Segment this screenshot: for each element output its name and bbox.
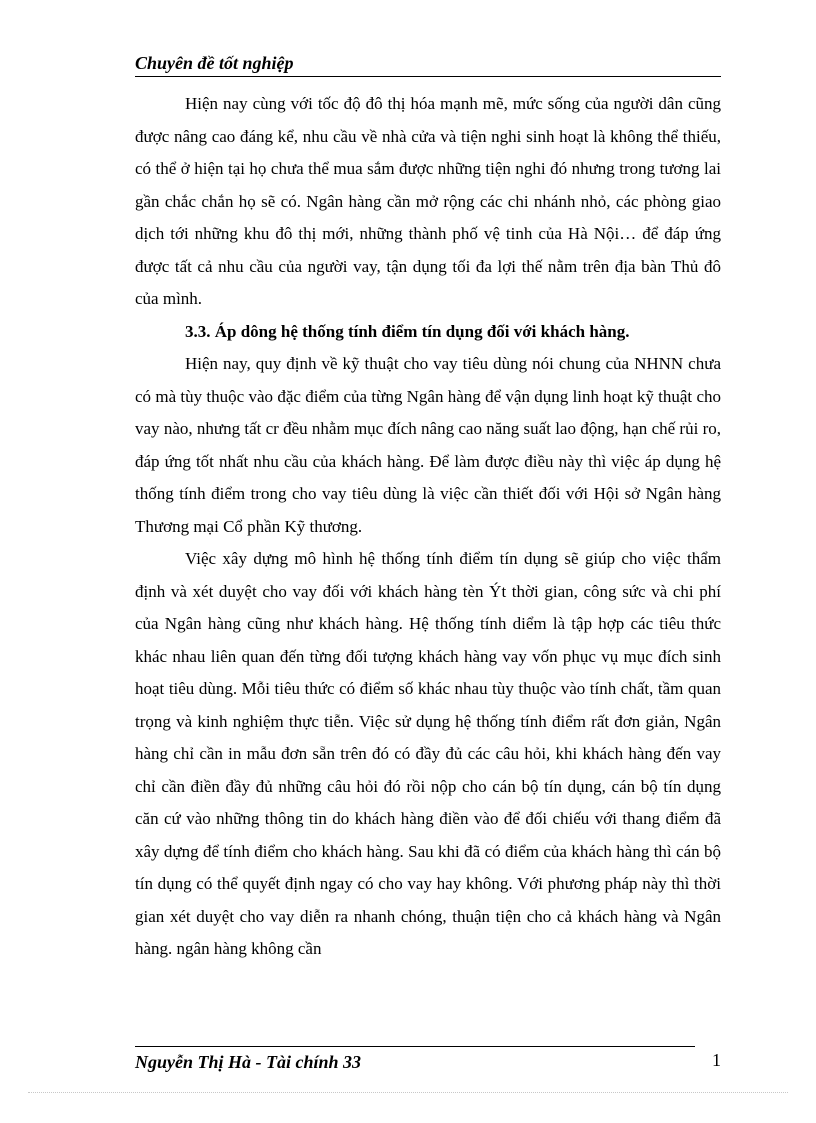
footer-author: Nguyễn Thị Hà - Tài chính 33 [135, 1052, 362, 1072]
page-number: 1 [712, 1050, 721, 1070]
document-body [135, 88, 721, 966]
paragraph-urbanization: Hiện nay cùng với tốc độ đô thị hóa mạnh mẽ, mức sống của người dân cũng được nâng cao đáng kể, nhu cầu về nhà cửa và tiện nghi sinh hoạt là không thể thiếu, có thể ở hiện tại họ chưa thể mua sắm được những tiện nghi đó nhưng trong tương lai gần chắc chắn họ sẽ có. Ngân hàng cần mở rộng các chi nhánh nhỏ, các phòng giao dịch tới những khu đô thị mới, những thành phố vệ tinh của Hà Nội… để đáp ứng được tất cả nhu cầu của người vay, tận dụng tối đa lợi thế nằm trên địa bàn Thủ đô của mình. [135, 94, 721, 308]
page-header-title: Chuyên đề tốt nghiệp [135, 53, 294, 73]
section-heading: 3.3. Áp dông hệ thống tính điểm tín dụng đối với khách hàng. [185, 321, 630, 341]
page-bottom-dotted-line [28, 1092, 788, 1093]
header-divider [135, 76, 721, 77]
footer-divider [135, 1046, 695, 1047]
paragraph-regulation: Hiện nay, quy định về kỹ thuật cho vay tiêu dùng nói chung của NHNN chưa có mà tùy thuộc vào đặc điểm của từng Ngân hàng để vận dụng linh hoạt kỹ thuật cho vay nào, nhưng tất cr đều nhằm mục đích nâng cao năng suất lao động, hạn chế rủi ro, đáp ứng tốt nhất nhu cầu của khách hàng. Để làm được điều này thì việc áp dụng hệ thống tính điểm trong cho vay tiêu dùng là việc cần thiết đối với Hội sở Ngân hàng Thương mại Cổ phần Kỹ thương. [135, 354, 721, 536]
paragraph-scoring-system: Việc xây dựng mô hình hệ thống tính điểm tín dụng sẽ giúp cho việc thẩm định và xét duyệt cho vay đối với khách hàng tèn Ýt thời gian, công sức và chi phí của Ngân hàng cũng như khách hàng. Hệ thống tính diểm là tập hợp các tiêu thức khác nhau liên quan đến từng đối tượng khách hàng vay vốn phục vụ mục đích sinh hoạt tiêu dùng. Mỗi tiêu thức có điểm số khác nhau tùy thuộc vào tính chất, tầm quan trọng và kinh nghiệm thực tiễn. Việc sử dụng hệ thống tính điểm rất đơn giản, Ngân hàng chỉ cần in mẫu đơn sẵn trên đó có đầy đủ các câu hỏi, khi khách hàng đến vay chỉ cần điền đầy đủ những câu hỏi đó rồi nộp cho cán bộ tín dụng, cán bộ tín dụng căn cứ vào những thông tin do khách hàng điền vào để đối chiếu với thang điểm đã xây dựng để tính điểm cho khách hàng. Sau khi đã có điểm của khách hàng thì cán bộ tín dụng có thể quyết định ngay có cho vay hay không. Với phương pháp này thì thời gian xét duyệt cho vay diễn ra nhanh chóng, thuận tiện cho cả khách hàng và Ngân hàng. ngân hàng không cần [135, 549, 721, 958]
